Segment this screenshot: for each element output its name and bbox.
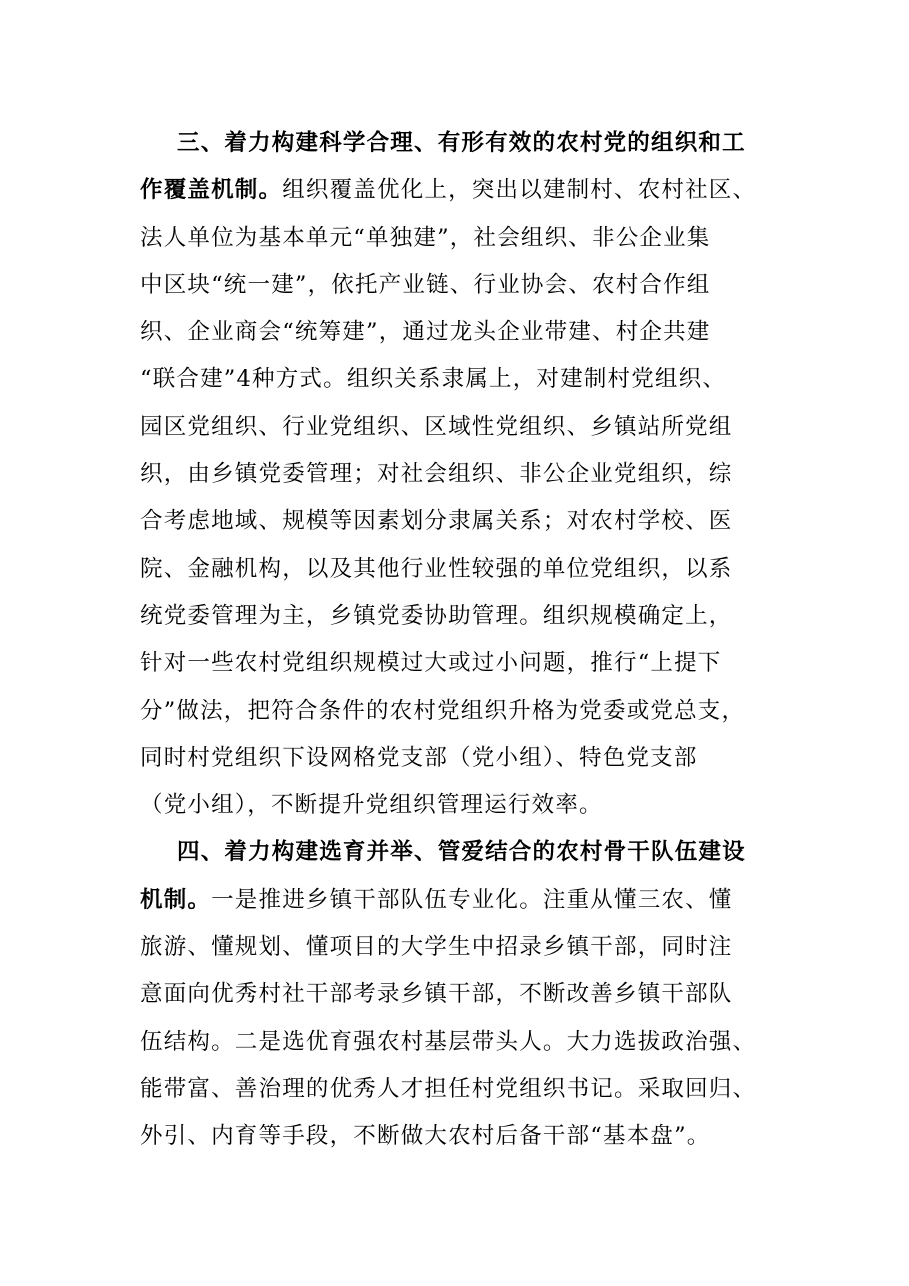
line-text: 能带富、善治理的优秀人才担任村党组织书记。采取回归、 <box>140 1075 757 1102</box>
line-text: 中区块“统一建”，依托产业链、行业协会、农村合作组 <box>140 271 711 298</box>
line-text: 旅游、懂规划、懂项目的大学生中招录乡镇干部，同时注 <box>140 934 733 961</box>
line-text: 一是推进乡镇干部队伍专业化。注重从懂三农、懂 <box>211 886 733 913</box>
text-line <box>140 167 770 214</box>
line-text: 织、企业商会“统筹建”，通过龙头企业带建、村企共建 <box>140 319 711 346</box>
text-line <box>140 688 770 735</box>
text-line <box>140 735 770 782</box>
text-line <box>140 1066 770 1113</box>
line-text: 伍结构。二是选优育强农村基层带头人。大力选拔政治强、 <box>140 1028 757 1055</box>
line-text: 法人单位为基本单元“单独建”，社会组织、非公企业集 <box>140 224 711 251</box>
document-body <box>140 120 770 1161</box>
line-text: 针对一些农村党组织规模过大或过小问题，推行“上提下 <box>140 650 722 677</box>
line-text: 外引、内育等手段，不断做大农村后备干部“基本盘”。 <box>140 1123 711 1150</box>
text-line <box>140 1113 770 1160</box>
text-line <box>140 782 770 829</box>
line-text: 分”做法，把符合条件的农村党组织升格为党委或党总支， <box>140 697 746 724</box>
text-line <box>140 451 770 498</box>
line-text: 合考虑地域、规模等因素划分隶属关系；对农村学校、医 <box>140 508 733 535</box>
text-line <box>140 877 770 924</box>
text-line <box>140 971 770 1018</box>
line-text: 院、金融机构，以及其他行业性较强的单位党组织，以系 <box>140 555 733 582</box>
line-text: 园区党组织、行业党组织、区域性党组织、乡镇站所党组 <box>140 413 733 440</box>
text-line <box>140 309 770 356</box>
text-line <box>140 640 770 687</box>
text-line <box>140 1019 770 1066</box>
section-heading: 机制。 <box>140 886 212 913</box>
line-text: 织，由乡镇党委管理；对社会组织、非公企业党组织，综 <box>140 461 733 488</box>
text-line <box>140 829 770 876</box>
section-heading: 三、着力构建科学合理、有形有效的农村党的组织和工 <box>177 130 746 156</box>
text-line <box>140 498 770 545</box>
text-line <box>140 546 770 593</box>
line-text: 组织覆盖优化上，突出以建制村、农村社区、 <box>282 177 757 204</box>
line-text: （党小组），不断提升党组织管理运行效率。 <box>140 792 603 819</box>
line-text: 意面向优秀村社干部考录乡镇干部，不断改善乡镇干部队 <box>140 981 733 1008</box>
section-heading: 四、着力构建选育并举、管爱结合的农村骨干队伍建设 <box>177 839 746 866</box>
text-line <box>140 593 770 640</box>
line-text: 同时村党组织下设网格党支部（党小组）、特色党支部 <box>140 744 698 771</box>
text-line <box>140 120 770 167</box>
text-line <box>140 356 770 403</box>
line-text: 统党委管理为主，乡镇党委协助管理。组织规模确定上， <box>140 602 733 629</box>
section-heading: 作覆盖机制。 <box>140 177 283 204</box>
line-text: “联合建”4种方式。组织关系隶属上，对建制村党组织、 <box>140 366 727 393</box>
text-line <box>140 215 770 262</box>
text-line <box>140 262 770 309</box>
text-line <box>140 924 770 971</box>
text-line <box>140 404 770 451</box>
